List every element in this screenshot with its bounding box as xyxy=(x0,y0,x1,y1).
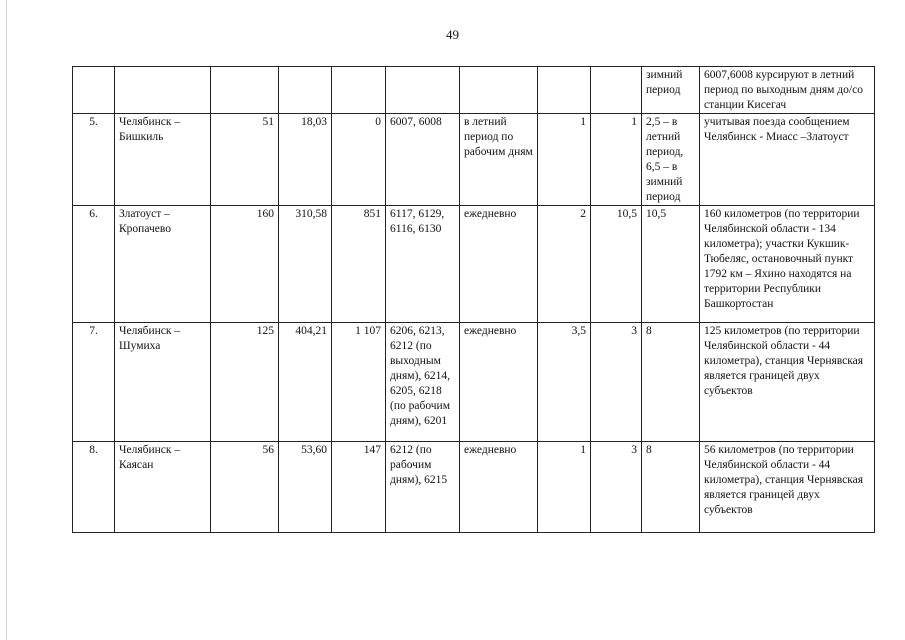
train-numbers-cell: 6206, 6213, 6212 (по выходным дням), 6214, 6205, 6218 (по рабочим дням), 6201 xyxy=(386,323,460,442)
route-cell: Челябинск – Каясан xyxy=(115,442,211,533)
pairs-c-cell: зимний период xyxy=(642,67,700,114)
distance-cell: 125 xyxy=(211,323,279,442)
train-numbers-cell xyxy=(386,67,460,114)
distance-cell xyxy=(211,67,279,114)
pairs-a-cell: 1 xyxy=(538,114,591,206)
volume-cell: 18,03 xyxy=(279,114,332,206)
schedule-cell: ежедневно xyxy=(460,442,538,533)
routes-table xyxy=(72,66,875,533)
passengers-cell: 1 107 xyxy=(332,323,386,442)
pairs-a-cell xyxy=(538,67,591,114)
row-number-cell: 5. xyxy=(73,114,115,206)
pairs-c-cell: 2,5 – в летний период, 6,5 – в зимний период xyxy=(642,114,700,206)
note-cell: 125 километров (по территории Челябинской области - 44 километра), станция Чернявская является границей двух субъектов xyxy=(700,323,875,442)
note-cell: 160 километров (по территории Челябинской области - 134 километра); участки Кукшик-Тюбеляс, остановочный пункт 1792 км – Яхино находятся на территории Республики Башкортостан xyxy=(700,206,875,323)
train-numbers-cell: 6007, 6008 xyxy=(386,114,460,206)
train-numbers-cell: 6212 (по рабочим дням), 6215 xyxy=(386,442,460,533)
pairs-c-cell: 10,5 xyxy=(642,206,700,323)
distance-cell: 51 xyxy=(211,114,279,206)
passengers-cell: 0 xyxy=(332,114,386,206)
schedule-cell: ежедневно xyxy=(460,323,538,442)
pairs-b-cell: 1 xyxy=(591,114,642,206)
row-number-cell: 6. xyxy=(73,206,115,323)
schedule-cell: в летний период по рабочим дням xyxy=(460,114,538,206)
table-row xyxy=(73,442,875,533)
pairs-b-cell xyxy=(591,67,642,114)
passengers-cell: 147 xyxy=(332,442,386,533)
schedule-cell xyxy=(460,67,538,114)
volume-cell: 53,60 xyxy=(279,442,332,533)
table-row xyxy=(73,323,875,442)
passengers-cell: 851 xyxy=(332,206,386,323)
table-row xyxy=(73,114,875,206)
scan-edge-line xyxy=(6,0,7,640)
row-number-cell: 8. xyxy=(73,442,115,533)
note-cell: 6007,6008 курсируют в летний период по выходным дням до/со станции Кисегач xyxy=(700,67,875,114)
route-cell xyxy=(115,67,211,114)
route-cell: Челябинск – Шумиха xyxy=(115,323,211,442)
note-cell: 56 километров (по территории Челябинской области - 44 километра), станция Чернявская является границей двух субъектов xyxy=(700,442,875,533)
volume-cell: 404,21 xyxy=(279,323,332,442)
route-cell: Златоуст – Кропачево xyxy=(115,206,211,323)
pairs-a-cell: 1 xyxy=(538,442,591,533)
volume-cell: 310,58 xyxy=(279,206,332,323)
row-number-cell: 7. xyxy=(73,323,115,442)
table-row xyxy=(73,67,875,114)
distance-cell: 160 xyxy=(211,206,279,323)
passengers-cell xyxy=(332,67,386,114)
schedule-cell: ежедневно xyxy=(460,206,538,323)
pairs-b-cell: 3 xyxy=(591,323,642,442)
table-row xyxy=(73,206,875,323)
row-number-cell xyxy=(73,67,115,114)
pairs-b-cell: 10,5 xyxy=(591,206,642,323)
table-body xyxy=(73,67,875,533)
pairs-b-cell: 3 xyxy=(591,442,642,533)
pairs-c-cell: 8 xyxy=(642,323,700,442)
distance-cell: 56 xyxy=(211,442,279,533)
note-cell: учитывая поезда сообщением Челябинск - Миасс –Златоуст xyxy=(700,114,875,206)
page-number: 49 xyxy=(446,27,459,42)
pairs-a-cell: 3,5 xyxy=(538,323,591,442)
volume-cell xyxy=(279,67,332,114)
train-numbers-cell: 6117, 6129, 6116, 6130 xyxy=(386,206,460,323)
pairs-a-cell: 2 xyxy=(538,206,591,323)
route-cell: Челябинск – Бишкиль xyxy=(115,114,211,206)
pairs-c-cell: 8 xyxy=(642,442,700,533)
